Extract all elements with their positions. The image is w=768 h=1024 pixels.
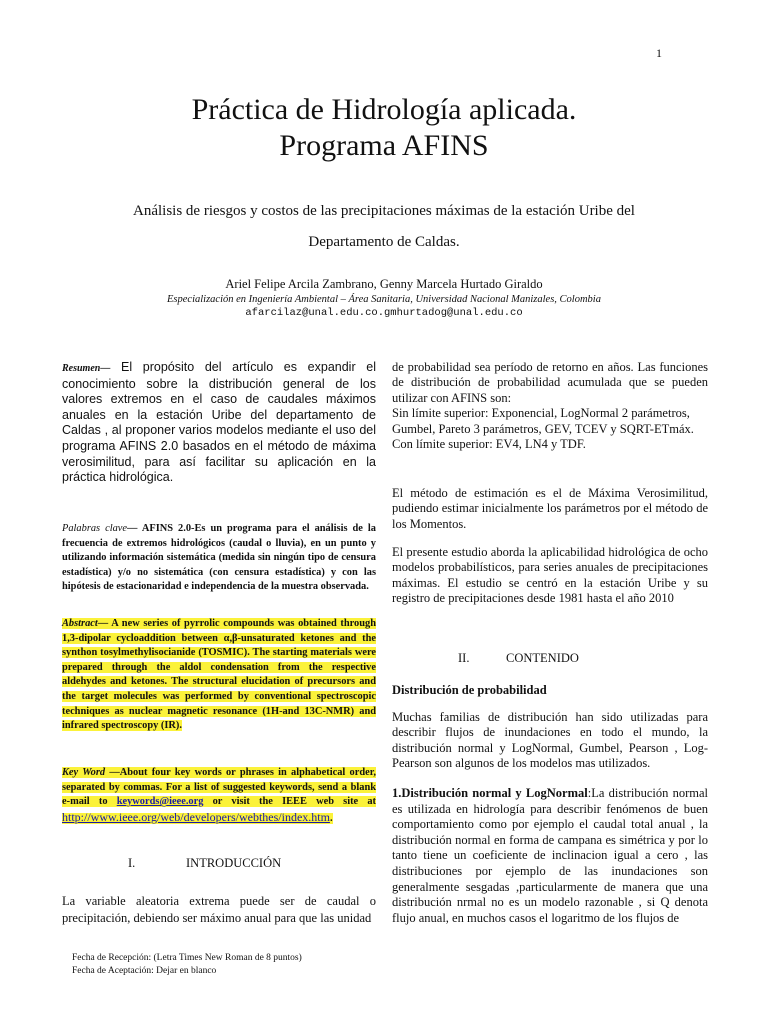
resumen-label: Resumen— bbox=[62, 363, 111, 374]
distributions-intro: de probabilidad sea período de retorno en años. Las funciones de distribución de probabilidad acumulada que se pueden utilizar con AFINS son: bbox=[392, 360, 708, 405]
resumen-text: El propósito del artículo es expandir el conocimiento sobre la distribución general de los valores extremos en el caso de caudales máximos anuales en la estación Uribe del departamento de Caldas , al proponer varios modelos mediante el uso del programa AFINS 2.0 basados en el método de máxima verosimilitud, para así facilitar su aplicación en la práctica hidrológica. bbox=[62, 360, 376, 485]
paper-subtitle: Análisis de riesgos y costos de las precipitaciones máximas de la estación Uribe del Departamento de Caldas. bbox=[133, 203, 635, 250]
keyword-end: . bbox=[329, 812, 333, 824]
paper-title bbox=[0, 92, 768, 164]
palabras-clave-paragraph bbox=[62, 522, 376, 595]
keyword-text-1: —About four key words or phrases in alphabetical order, separated by commas. For a list of suggested keywords, send a blank e-mail to bbox=[62, 767, 376, 808]
distributions-list-paragraph bbox=[392, 360, 708, 452]
resumen-paragraph bbox=[62, 360, 376, 486]
palabras-clave-label: Palabras clave bbox=[62, 523, 128, 534]
keywords-email-link[interactable]: keywords@ieee.org bbox=[116, 796, 204, 808]
abstract-highlight bbox=[62, 618, 376, 731]
ieee-webthes-link[interactable]: http://www.ieee.org/web/developers/webthes/index.htm bbox=[62, 809, 330, 824]
distribution-families-paragraph: Muchas familias de distribución han sido utilizadas para describir flujos de inundaciones en todo el mundo, la distribución normal y LogNormal, Gumbel, Pearson , Log-Pearson son algunos de los modelos mas utilizados. bbox=[392, 710, 708, 771]
estimation-method-paragraph: El método de estimación es el de Máxima Verosimilitud, pudiendo estimar inicialmente los parámetros por el método de los Momentos. bbox=[392, 486, 708, 531]
abstract-paragraph bbox=[62, 617, 376, 734]
footer-notes bbox=[72, 952, 302, 978]
introduccion-paragraph: La variable aleatoria extrema puede ser de caudal o precipitación, debiendo ser máximo anual para que las unidad bbox=[62, 894, 376, 925]
normal-lognormal-paragraph bbox=[392, 786, 708, 926]
keyword-paragraph bbox=[62, 766, 376, 826]
distributions-unbounded: Sin límite superior: Exponencial, LogNormal 2 parámetros, Gumbel, Pareto 3 parámetros, GEV, TCEV y SQRT-ETmáx. bbox=[392, 406, 694, 436]
distributions-bounded: Con límite superior: EV4, LN4 y TDF. bbox=[392, 437, 586, 452]
abstract-text: — A new series of pyrrolic compounds was obtained through 1,3-dipolar cycloaddition between α,β-unsaturated ketones and the synthon tosylmethylisocianide (TOSMIC). The starting materials were prepared through the aldol condensation from the respective aldehydes and ketones. The structural elucidation of precursors and the target molecules was performed by conventional spectroscopic techniques as nuclear magnetic resonance (1H-and 13C-NMR) and infrared spectroscopy (IR). bbox=[62, 618, 376, 732]
keyword-label: Key Word bbox=[62, 767, 106, 778]
keyword-highlight bbox=[62, 767, 376, 824]
footer-reception-date: Fecha de Recepción: (Letra Times New Roman de 8 puntos) bbox=[72, 953, 302, 963]
footer-acceptance-date: Fecha de Aceptación: Dejar en blanco bbox=[72, 966, 217, 976]
title-line-2: Programa AFINS bbox=[279, 129, 489, 162]
author-emails: afarcilaz@unal.edu.co.gmhurtadog@unal.edu.co bbox=[245, 307, 523, 319]
affiliation: Especialización en Ingeniería Ambiental – Área Sanitaria, Universidad Nacional Manizales, Colombia bbox=[167, 294, 601, 305]
page-number: 1 bbox=[656, 46, 662, 60]
section-title: INTRODUCCIÓN bbox=[186, 856, 282, 870]
keyword-text-2: or visit the IEEE web site at bbox=[203, 796, 376, 808]
subsection-heading-distribucion: Distribución de probabilidad bbox=[392, 683, 547, 697]
study-scope-paragraph: El presente estudio aborda la aplicabilidad hidrológica de ocho modelos probabilísticos, para series anuales de precipitaciones máximas. El estudio se centró en la estación Uribe y su registro de precipitaciones desde 1981 hasta el año 2010 bbox=[392, 545, 708, 606]
palabras-clave-text: — AFINS 2.0-Es un programa para el análisis de la frecuencia de extremos hidrológicos (caudal o lluvia), en un punto y utilizando información sistemática (medida sin ningún tipo de censura estadística) y/o no sistemática (con censura estadística) y con las hipótesis de estacionaridad e independencia de la muestra observada. bbox=[62, 523, 376, 593]
normal-lognormal-text: :La distribución normal es utilizada en hidrología para describir fenómenos de buen comportamiento como por ejemplo el caudal total anual , la distribución normal en forma de campana es simétrica y por lo tanto tiene un coeficiente de inclinacion igual a cero , las distribuciones por ejemplo de las inundaciones son generalmente sesgadas ,particularmente de manera que una distribución nrmal no es un modelo razonable , si Q denota flujo anual, en muchos casos el logaritmo de los flujos de bbox=[392, 786, 709, 925]
section-number: II. bbox=[458, 651, 470, 665]
normal-lognormal-heading: 1.Distribución normal y LogNormal bbox=[392, 786, 588, 800]
section-number: I. bbox=[128, 856, 136, 870]
authors: Ariel Felipe Arcila Zambrano, Genny Marcela Hurtado Giraldo bbox=[225, 277, 543, 291]
section-title: CONTENIDO bbox=[506, 651, 579, 665]
title-line-1: Práctica de Hidrología aplicada. bbox=[191, 93, 577, 126]
abstract-label: Abstract bbox=[62, 618, 98, 629]
